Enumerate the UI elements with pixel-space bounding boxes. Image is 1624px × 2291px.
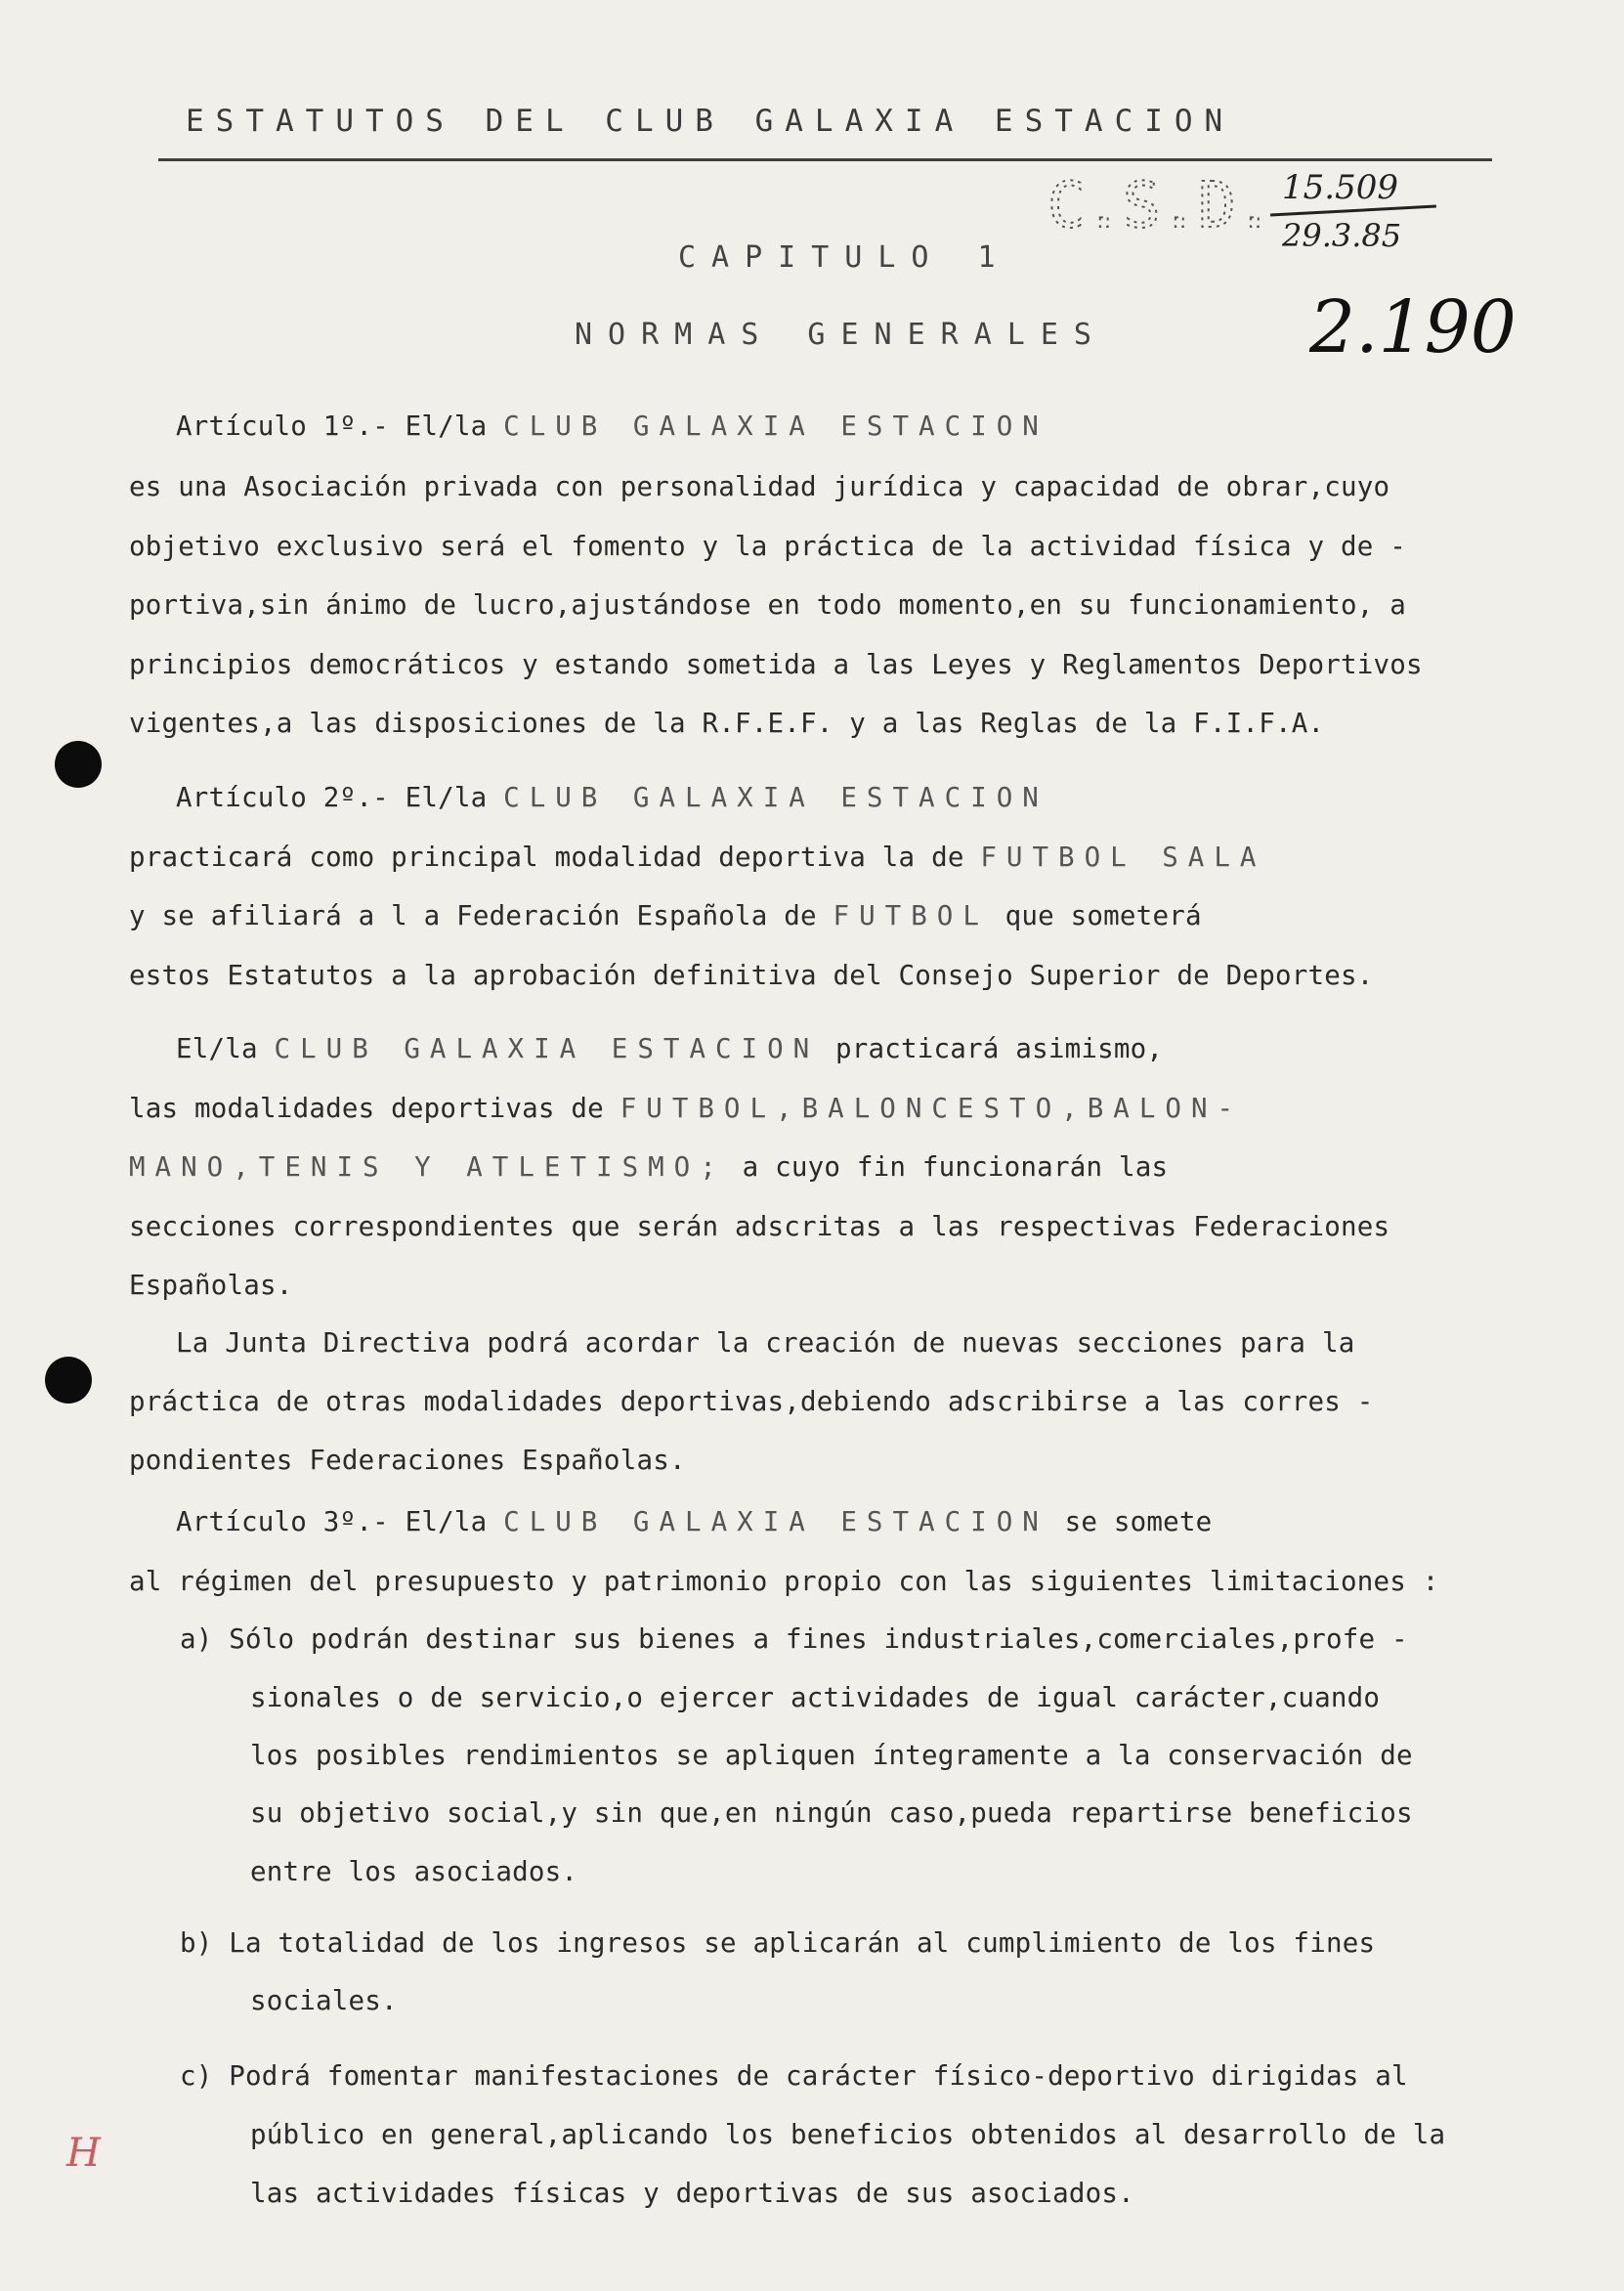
text-line: Artículo 2º.- El/la CLUB GALAXIA ESTACION [176,782,1048,813]
text-line: objetivo exclusivo será el fomento y la práctica de la actividad física y de - [129,531,1406,562]
text-line: Artículo 3º.- El/la CLUB GALAXIA ESTACION se somete [176,1506,1213,1537]
text-line: MANO,TENIS Y ATLETISMO; a cuyo fin funcionarán las [129,1151,1169,1183]
text-line: las actividades físicas y deportivas de sus asociados. [250,2178,1134,2209]
text-line: Españolas. [129,1270,293,1301]
text-line: al régimen del presupuesto y patrimonio propio con las siguientes limitaciones : [129,1566,1439,1597]
csd-stamp [1044,170,1274,242]
chapter-heading: CAPITULO 1 [678,240,1011,275]
file-number: 2.190 [1309,285,1517,369]
margin-mark [63,2127,102,2176]
text-line: público en general,aplicando los beneficios obtenidos al desarrollo de la [250,2119,1446,2150]
text-line: principios democráticos y estando sometida a las Leyes y Reglamentos Deportivos [129,649,1423,680]
text-line: los posibles rendimientos se apliquen íntegramente a la conservación de [250,1740,1413,1771]
text-line: vigentes,a las disposiciones de la R.F.E.F. y a las Reglas de la F.I.F.A. [129,708,1325,739]
text-line: práctica de otras modalidades deportivas,debiendo adscribirse a las corres - [129,1386,1374,1417]
list-item-a: a) Sólo podrán destinar sus bienes a fines industriales,comerciales,profe - [180,1623,1408,1655]
list-item-b: b) La totalidad de los ingresos se aplicarán al cumplimiento de los fines [180,1927,1376,1959]
text-line: es una Asociación privada con personalidad jurídica y capacidad de obrar,cuyo [129,471,1390,502]
text-line: su objetivo social,y sin que,en ningún caso,pueda repartirse beneficios [250,1797,1413,1829]
text-line: practicará como principal modalidad deportiva la de FUTBOL SALA [129,842,1266,873]
text-line: El/la CLUB GALAXIA ESTACION practicará asimismo, [176,1033,1164,1064]
document-title: ESTATUTOS DEL CLUB GALAXIA ESTACION [186,104,1235,139]
list-item-c: c) Podrá fomentar manifestaciones de carácter físico-deportivo dirigidas al [180,2060,1408,2092]
registry-number: 15.509 [1282,168,1398,207]
text-line: sociales. [250,1985,398,2016]
section-heading: NORMAS GENERALES [575,318,1107,352]
text-line: La Junta Directiva podrá acordar la creación de nuevas secciones para la [176,1327,1355,1359]
stamp-text: C.S.D. [1047,170,1274,242]
text-line: y se afiliará a l a Federación Española de FUTBOL que someterá [129,900,1202,931]
text-line: secciones correspondientes que serán adscritas a las respectivas Federaciones [129,1211,1390,1242]
text-line: Artículo 1º.- El/la CLUB GALAXIA ESTACION [176,411,1048,442]
punch-hole [45,1357,92,1404]
title-underline [158,158,1492,161]
margin-mark-text: H [66,2131,101,2176]
text-line: sionales o de servicio,o ejercer actividades de igual carácter,cuando [250,1682,1381,1713]
text-line: pondientes Federaciones Españolas. [129,1445,686,1476]
text-line: entre los asociados. [250,1856,578,1887]
text-line: portiva,sin ánimo de lucro,ajustándose en todo momento,en su funcionamiento, a [129,589,1406,621]
text-line: las modalidades deportivas de FUTBOL,BALONCESTO,BALON- [129,1093,1244,1124]
punch-hole [55,741,102,788]
text-line: estos Estatutos a la aprobación definitiva del Consejo Superior de Deportes. [129,960,1374,991]
registry-date: 29.3.85 [1282,217,1402,254]
